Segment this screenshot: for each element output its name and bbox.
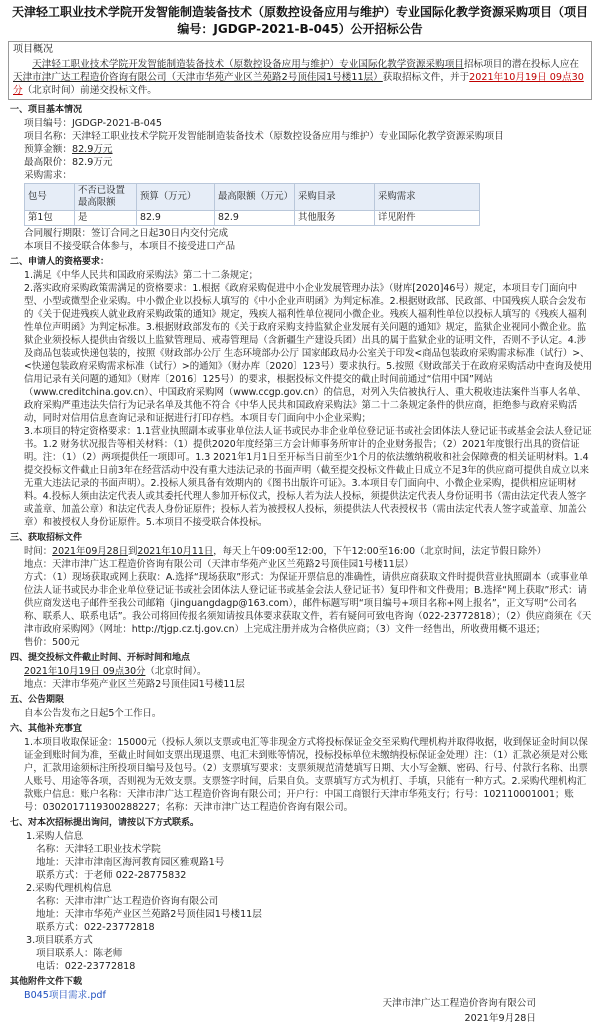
qualification-2: 2.落实政府采购政策需满足的资格要求：1.根据《政府采购促进中小企业发展管理办法》（财库[2020]46号）规定，本项目专门面向中型、小型或微型企业采购。中小微企业以投标人填写的《中小企业声明函》为判定标准。2.根据财政部、民政部、中国残疾人联合会发布的《关于促进残疾人就业政府采购政策的通知》规定，残疾人福利性单位视同小微企业。残疾人福利性单位以投标人填写的《残疾人福利性单位声明函》为判定标准。3.根据财政部发布的《关于政府采购支持监狱企业发展有关问题的通知》规定，监狱企业视同小微企业。监狱企业须投标人提供由省级以上监狱管理局、戒毒管理局（含新疆生产建设兵团）出具的属于监狱企业的证明文件，否则不予认定。4.涉及商品包装或快递包装的，按照《财政部办公厅 生态环境部办公厅 国家邮政局办公室关于印发<商品包装政府采购需求标准（试行）>、<快递包装政府采购需求标准（试行）>的通知》（财办库〔2020〕123号）要求执行。5.按照《财政部关于在政府采购活动中查询及使用信用记录有关问题的通知》（财库〔2016〕125号）的要求，根据投标文件提交的截止时间前通过“信用中国”网站（www.creditchina.gov.cn）、中国政府采购网（www.ccgp.gov.cn）的信息，对列入失信被执行人、重大税收违法案件当事人名单、政府采购严重违法失信行为记录名单及其他不符合《中华人民共和国政府采购法》第二十二条规定条件的供应商，拒绝参与政府采购活动，同时对信用信息查询记录和证据进行打印存档。本项目专门面向中小企业采购； — [24, 283, 592, 424]
overview-place: 天津市津广达工程造价咨询有限公司（天津市华苑产业区兰苑路2号顶佳园1号楼11层） — [13, 72, 383, 83]
overview-deadline: 2021年10月19日 09点30分 — [13, 72, 584, 96]
table-cell: 是 — [75, 211, 137, 226]
page-title: 天津轻工职业技术学院开发智能制造装备技术（原数控设备应用与维护）专业国际化教学资源采购项目（项目编号：JGDGP-2021-B-045）公开招标公告 — [11, 5, 588, 36]
overview-text — [13, 58, 587, 97]
qualification-3: 3.本项目的特定资格要求：1.1营业执照副本或事业单位法人证书或民办非企业单位登记证书或社会团体法人登记证书或基金会法人登记证书。1.2 财务状况报告等相关材料：（1）提供2020年度经第三方会计师事务所审计的企业财务报告；（2）2021年度银行出具的资信证明。注：（1）（2）两项提供任一项即可。1.3 2021年1月1日至开标当日前至少1个月的依法缴纳税收和社会保障费的相关证明材料。1.4 提交投标文件截止日前3年在经营活动中没有重大违法记录的书面声明（截至提交投标文件截止日成立不足3年的供应商可提供自成立以来无重大违法记录的书面声明）。2.投标人须具备有效期内的《图书出版许可证》。3.本项目专门面向中、小微企业采购，提供相应证明材料。4.投标人须由法定代表人或其委托代理人参加开标仪式，投标人若为法人投标，须提供法定代表人身份证明书（需由法定代表人签字或盖章、加盖公章）和法定代表人身份证原件；投标人若为被授权人投标，须提供法人代表授权书（需由法定代表人签字或盖章、加盖公章）和被授权人身份证原件。5.本项目不接受联合体投标。 — [24, 426, 592, 528]
bid-place: 地点：天津市华苑产业区兰苑路2号顶佳园1号楼11层 — [24, 679, 245, 690]
table-cell: 82.9 — [215, 211, 295, 226]
contract-period: 合同履行期限：签订合同之日起30日内交付完成 — [24, 228, 229, 239]
table-cell: 详见附件 — [375, 211, 480, 226]
requirement-table — [24, 183, 480, 226]
overview-text4: （北京时间）前递交投标文件。 — [22, 85, 157, 96]
obtain-method: 方式：（1）现场获取或网上获取：A.选择“现场获取”形式：为保证开票信息的准确性，请供应商获取文件时提供营业执照副本（或事业单位法人证书或民办非企业单位登记证书或社会团体法人登记证书或基金会法人登记证书）复印件和文件费用；B.选择“网上获取”形式：请供应商发送电子邮件至我公司邮箱（jinguangdagp@163.com），邮件标题写明“项目编号+项目名称+网上报名”，正文写明“公司名称、联系人、联系电话”。我公司将回传报名须知请按具体要求获取文件，若有疑问可致电咨询（022-23772818）；（2）供应商须在《天津市政府采购网》（网址：http://tjgp.cz.tj.gov.cn）上完成注册并成为合格供应商；（3）文件一经售出，所收费用概不退还； — [24, 572, 592, 635]
section-2-heading: 二、申请人的资格要求： — [10, 257, 110, 267]
agent-address: 地址：天津市华苑产业区兰苑路2号顶佳园1号楼11层 — [36, 909, 262, 920]
table-header: 不否已设置最高限额 — [75, 184, 137, 211]
obtain-end: 2021年10月11日 — [137, 546, 214, 557]
bid-deadline: 2021年10月19日 09点30分（北京时间）。 — [24, 666, 207, 677]
section-7-heading: 七、对本次招标提出询问，请按以下方式联系。 — [10, 818, 200, 828]
bid-deadline-time: 2021年10月19日 09点30分 — [24, 666, 146, 677]
table-header-row — [25, 184, 480, 211]
table-header: 采购需求 — [375, 184, 480, 211]
agent-heading: 2.采购代理机构信息 — [26, 883, 112, 894]
table-header: 采购目录 — [295, 184, 375, 211]
attachments-heading: 其他附件文件下载 — [10, 977, 83, 987]
overview-heading: 项目概况 — [13, 44, 53, 55]
budget-value: 82.9万元 — [71, 144, 113, 155]
project-contact-person: 项目联系人：陈老师 — [36, 948, 123, 959]
buyer-heading: 1.采购人信息 — [26, 831, 84, 842]
max-price-value: 82.9万元 — [71, 157, 113, 168]
section-5-heading: 五、公告期限 — [10, 695, 65, 705]
other-info: 1.本项目收取保证金：15000元（投标人须以支票或电汇等非现金方式将投标保证金交至采购代理机构并取得收据，收到保证金时间以保证金到账时间为准，至截止时间如支票出现退票、电汇未到账等情况，投标投标单位未缴纳投标保证金处理）注：（1）汇款必须是对公账户，汇款用途须标注所投项目编号及包号。（2）支票填写要求：支票须规范清楚填写日期、大小写金额、密码、行号、付款行名称、出票人账号、用途等各项，否则视为无效支票。支票签字时间，后果自负。支票填写方式为机打、手填，只能有一种方式。2.采购代理机构汇款账户信息：账户名称：天津市津广达工程造价咨询有限公司；开户行：中国工商银行天津市华苑支行；行号：102110001001；账号：0302017119300288227；名称：天津市津广达工程造价咨询有限公司。 — [24, 737, 588, 813]
table-header: 最高限额（万元） — [215, 184, 295, 211]
obtain-start: 2021年09月28日 — [52, 546, 128, 557]
overview-project: 天津轻工职业技术学院开发智能制造装备技术（原数控设备应用与维护）专业国际化教学资源采购项目 — [32, 59, 464, 70]
overview-box — [8, 41, 592, 100]
section-3-heading: 三、获取招标文件 — [10, 533, 83, 543]
obtain-place: 地点：天津市津广达工程造价咨询有限公司（天津市华苑产业区兰苑路2号顶佳园1号楼11层） — [24, 559, 414, 570]
buyer-contact: 联系方式：于老师 022-28775832 — [36, 870, 187, 881]
table-cell: 其他服务 — [295, 211, 375, 226]
project-contact-heading: 3.项目联系方式 — [26, 935, 93, 946]
max-price-line: 最高限价：82.9万元 — [24, 157, 113, 168]
buyer-address: 地址：天津市津南区海河教育园区雅观路1号 — [36, 857, 225, 868]
table-cell: 82.9 — [137, 211, 215, 226]
footer-company: 天津市津广达工程造价咨询有限公司 — [382, 998, 536, 1009]
agent-name: 名称：天津市津广达工程造价咨询有限公司 — [36, 896, 219, 907]
agent-contact: 联系方式：022-23772818 — [36, 922, 155, 933]
project-code: 项目编号：JGDGP-2021-B-045 — [24, 118, 162, 129]
notice-period: 自本公告发布之日起5个工作日。 — [24, 708, 162, 719]
budget-line: 预算金额：82.9万元 — [24, 144, 113, 155]
project-name: 项目名称：天津轻工职业技术学院开发智能制造装备技术（原数控设备应用与维护）专业国际化教学资源采购项目 — [24, 131, 504, 142]
table-cell: 第1包 — [25, 211, 75, 226]
footer-date: 2021年9月28日 — [464, 1013, 536, 1024]
overview-text3: 获取招标文件，并于 — [382, 72, 470, 83]
qualification-1: 1.满足《中华人民共和国政府采购法》第二十二条规定； — [24, 270, 258, 281]
buyer-name: 名称：天津轻工职业技术学院 — [36, 844, 161, 855]
project-contact-phone: 电话：022-23772818 — [36, 961, 136, 972]
requirement-label: 采购需求： — [24, 170, 72, 181]
section-6-heading: 六、其他补充事宜 — [10, 724, 83, 734]
attachment-link[interactable]: B045项目需求.pdf — [24, 990, 106, 1001]
overview-text2: 招标项目的潜在投标人应在 — [463, 59, 580, 70]
doc-price: 售价：500元 — [24, 637, 80, 648]
table-header: 包号 — [25, 184, 75, 211]
section-4-heading: 四、提交投标文件截止时间、开标时间和地点 — [10, 653, 191, 663]
table-row — [25, 211, 480, 226]
table-header: 预算（万元） — [137, 184, 215, 211]
section-1-heading: 一、项目基本情况 — [10, 105, 83, 115]
union-note: 本项目不接受联合体参与，本项目不接受进口产品 — [24, 241, 236, 252]
obtain-time: 时间：2021年09月28日到2021年10月11日，每天上午09:00至12:00，下午12:00至16:00（北京时间，法定节假日除外） — [24, 546, 547, 557]
